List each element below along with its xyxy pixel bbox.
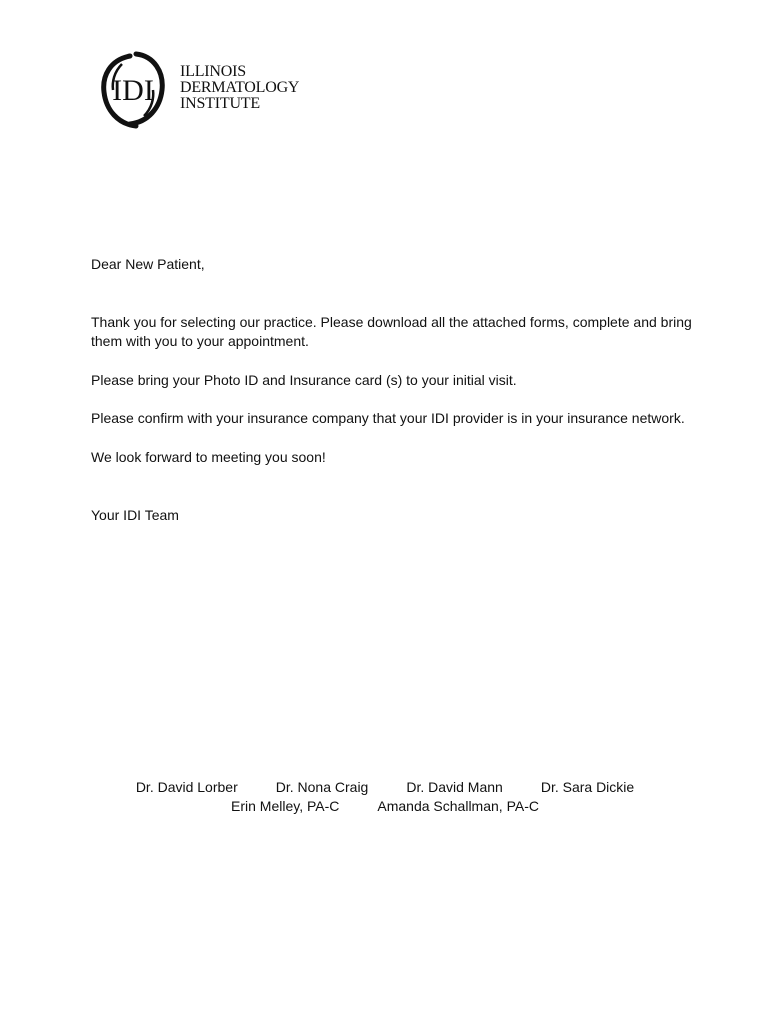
staff-name: Dr. David Mann	[406, 779, 503, 795]
closing-text: Your IDI Team	[91, 507, 179, 523]
letter-paragraph-3	[91, 409, 731, 428]
paragraph-text: Thank you for selecting our practice. Please download all the attached forms, complete and bring them with you to your appointment.	[91, 314, 692, 349]
salutation-text: Dear New Patient,	[91, 256, 205, 272]
staff-name: Dr. David Lorber	[135, 779, 238, 795]
logo-line-1: ILLINOIS	[180, 63, 246, 80]
logo-wordmark	[180, 64, 299, 112]
idi-emblem-icon	[100, 50, 166, 130]
staff-list-row-2	[0, 797, 770, 816]
letter-paragraph-4	[91, 448, 711, 467]
staff-list-row-1	[0, 778, 770, 797]
letter-salutation	[91, 255, 711, 274]
logo-mark-text: IDI	[112, 74, 154, 107]
paragraph-text: We look forward to meeting you soon!	[91, 449, 326, 465]
logo-line-3: INSTITUTE	[180, 95, 260, 112]
letter-paragraph-2	[91, 371, 711, 390]
paragraph-text: Please confirm with your insurance company that your IDI provider is in your insurance network.	[91, 410, 685, 426]
letter-closing	[91, 506, 711, 525]
logo-line-2: DERMATOLOGY	[180, 79, 300, 96]
staff-name: Erin Melley, PA-C	[231, 798, 340, 814]
institute-logo	[100, 50, 330, 132]
letter-paragraph-1	[91, 313, 711, 351]
staff-name: Dr. Nona Craig	[275, 779, 369, 795]
paragraph-text: Please bring your Photo ID and Insurance card (s) to your initial visit.	[91, 372, 517, 388]
staff-name: Amanda Schallman, PA-C	[377, 798, 539, 814]
staff-name: Dr. Sara Dickie	[540, 779, 635, 795]
